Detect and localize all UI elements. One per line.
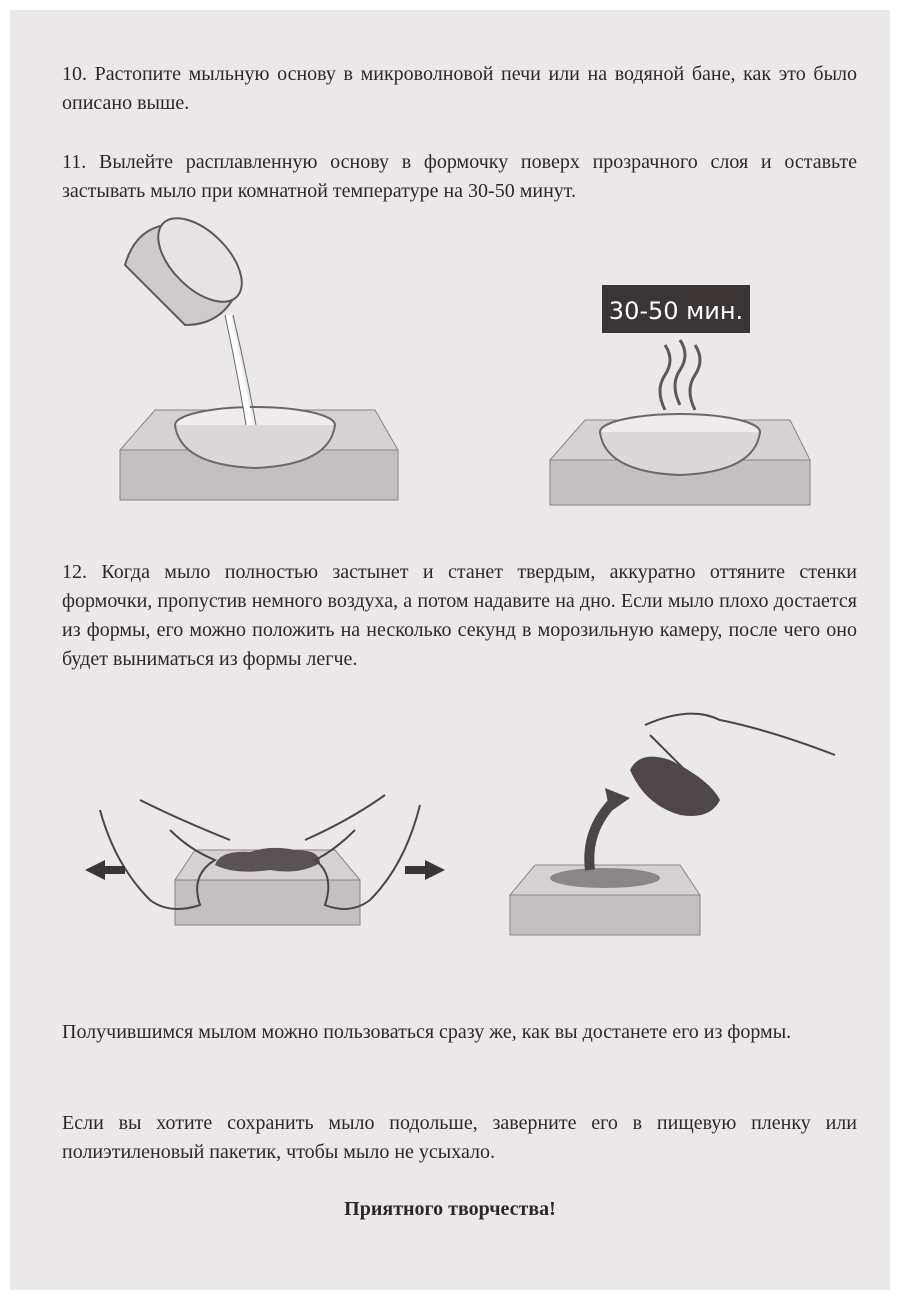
time-badge-label: 30-50 мин.: [608, 297, 744, 325]
arrow-right-icon: [405, 860, 445, 880]
mold-box-left: [120, 407, 398, 500]
closing-text: Приятного творчества!: [344, 1198, 556, 1220]
mold-box-hands: [100, 795, 420, 925]
demolding-illustration: [70, 700, 840, 950]
steam-icon: [660, 340, 700, 410]
mold-box-lifted: [510, 714, 835, 935]
step-10-text: 10. Растопите мыльную основу в микроволновой печи или на водяной бане, как это было описано выше.: [62, 63, 857, 114]
note-storage-text: Если вы хотите сохранить мыло подольше, заверните его в пищевую пленку или полиэтиленовый пакетик, чтобы мыло не усыхало.: [62, 1112, 857, 1163]
pouring-illustration: [100, 210, 820, 510]
note-usage-text: Получившимся мылом можно пользоваться сразу же, как вы достанете его из формы.: [62, 1021, 792, 1043]
document-page: [10, 10, 890, 1290]
pouring-pot: [125, 210, 257, 425]
arrow-left-icon: [85, 860, 125, 880]
step-12-text: 12. Когда мыло полностью застынет и станет твердым, аккуратно оттяните стенки формочки, пропустив немного воздуха, а потом надавите на дно. Если мыло плохо достается из формы, его можно положить на несколько секунд в морозильную камеру, после чего оно будет выниматься из формы легче.: [62, 561, 857, 670]
mold-box-right: [550, 414, 810, 505]
time-badge: [602, 285, 750, 333]
step-11-text: 11. Вылейте расплавленную основу в формочку поверх прозрачного слоя и оставьте застывать мыло при комнатной температуре на 30-50 минут.: [62, 151, 857, 202]
